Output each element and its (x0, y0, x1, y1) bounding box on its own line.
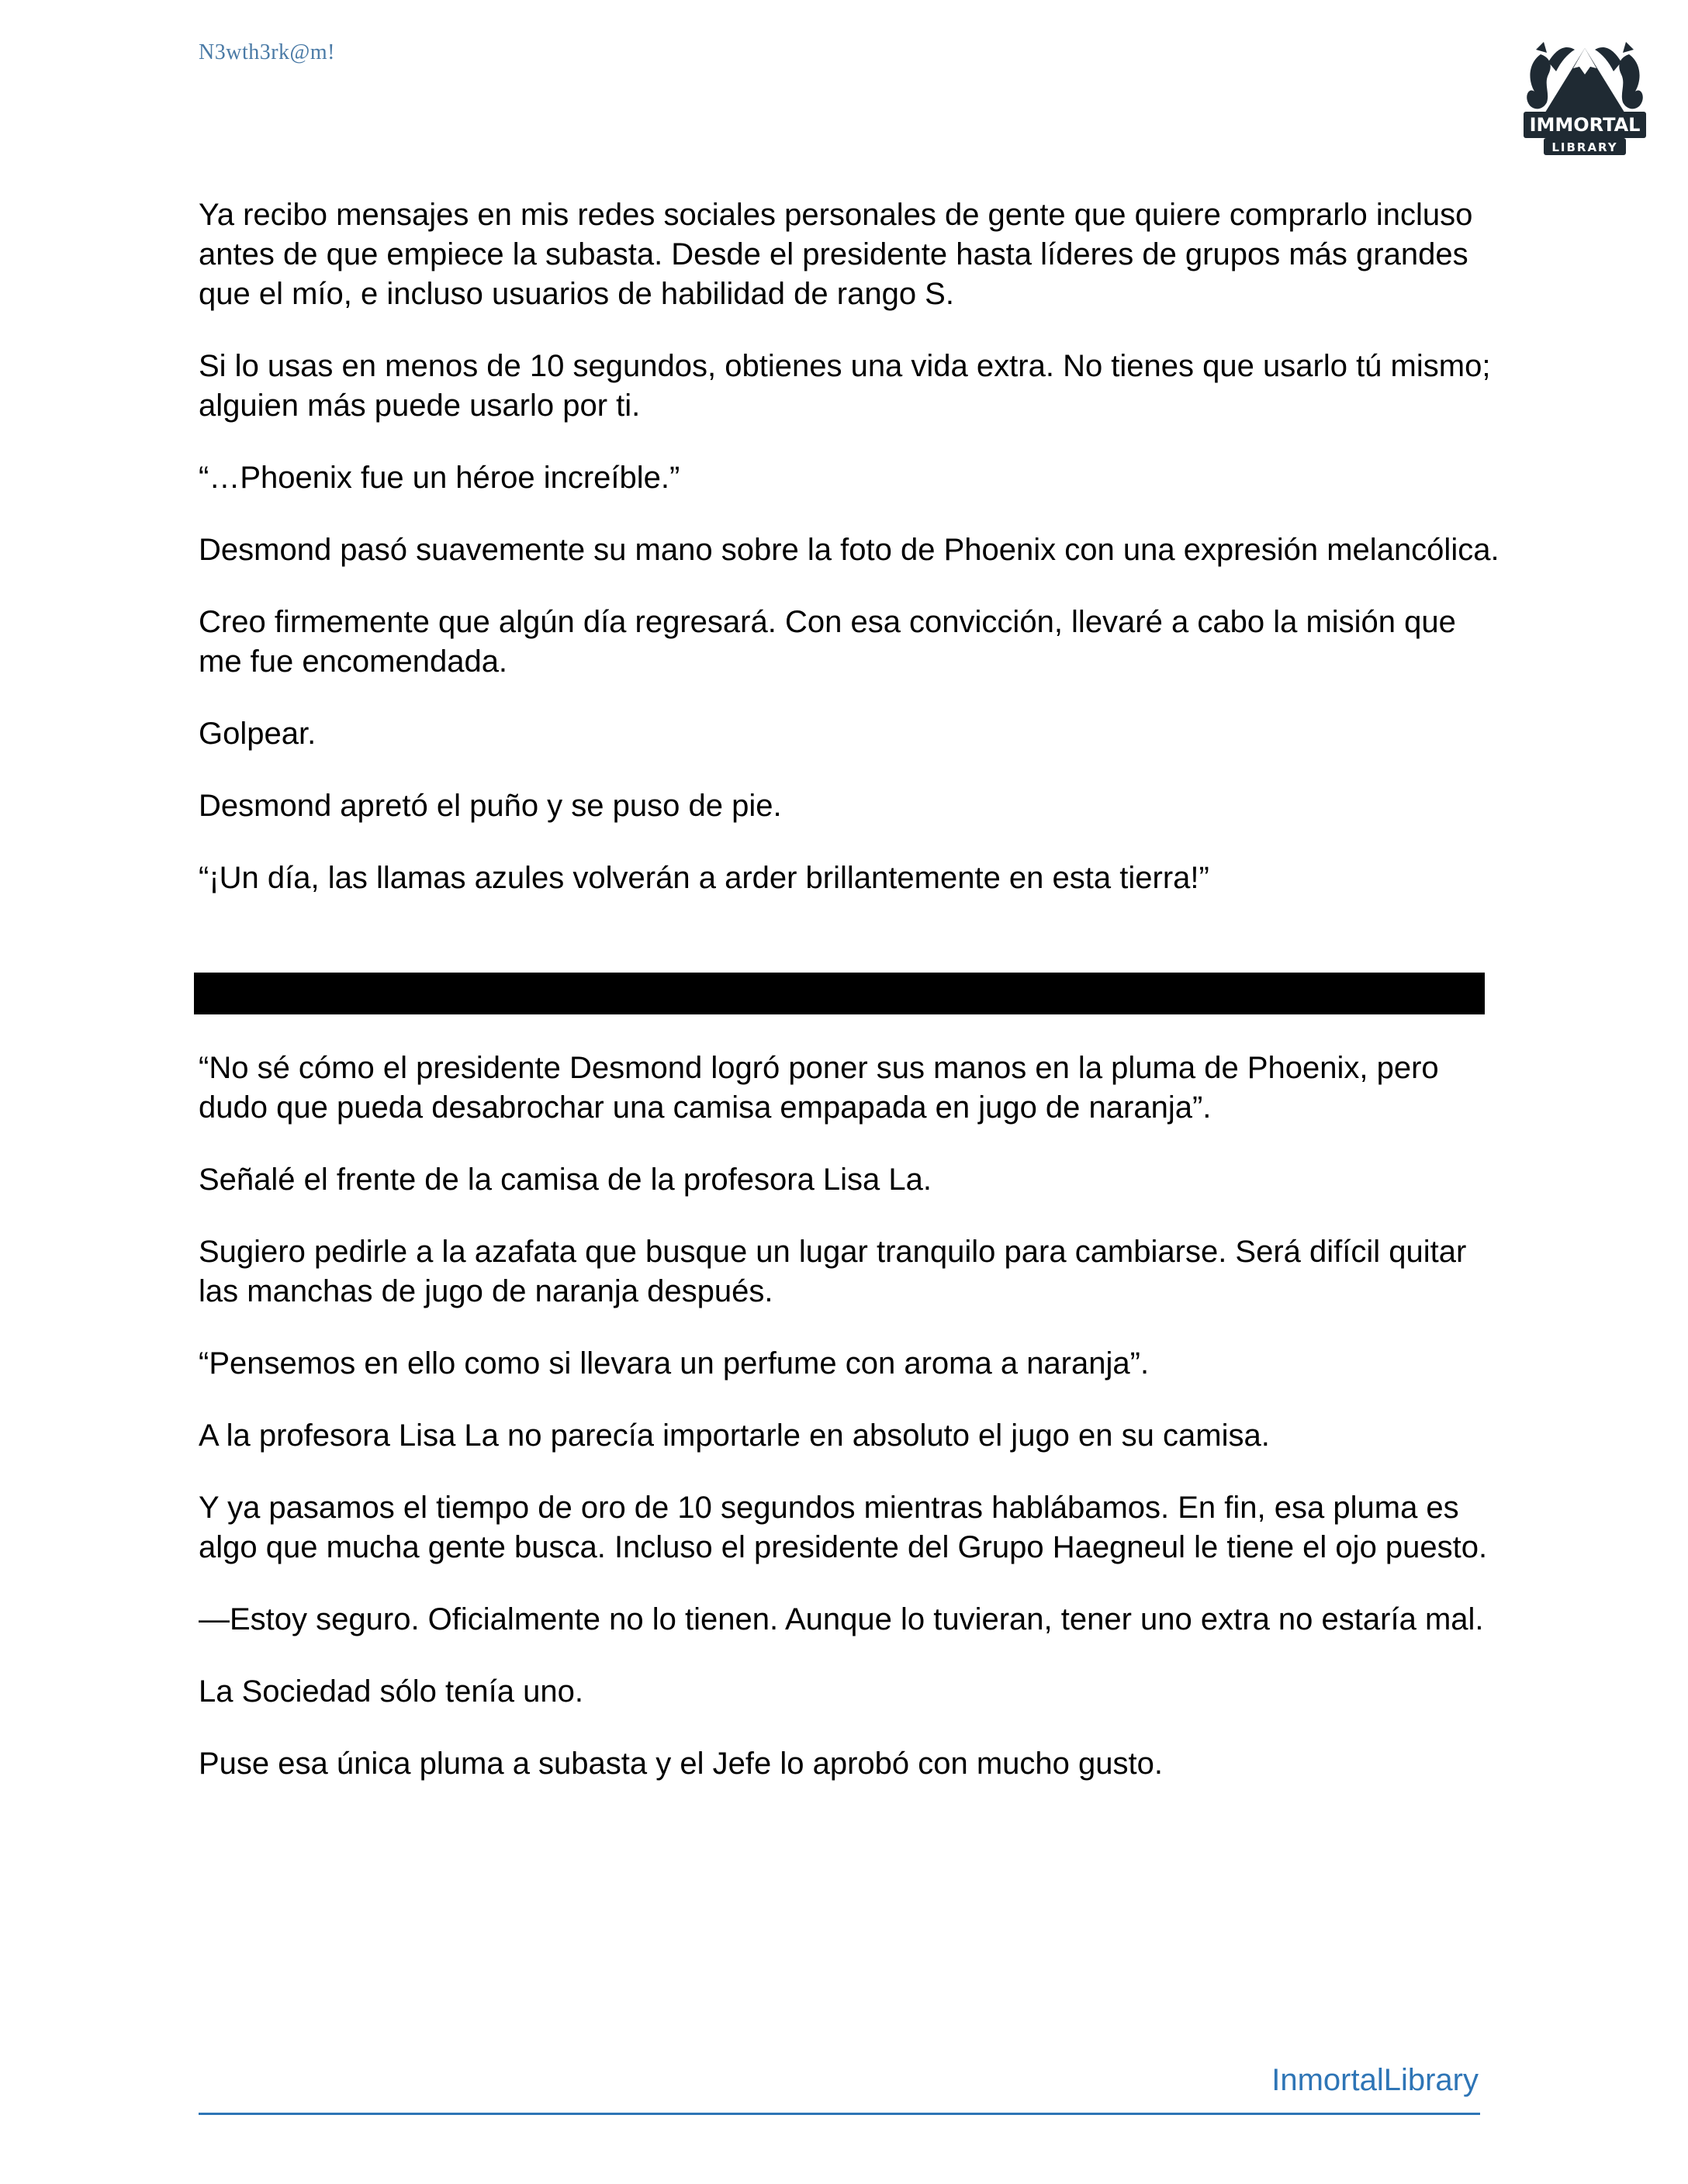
paragraph: “¡Un día, las llamas azules volverán a arder brillantemente en esta tierra!” (199, 861, 1209, 895)
logo-bottom-text: LIBRARY (1551, 140, 1618, 154)
section-divider-bar (194, 973, 1485, 1014)
body-text-part-2 (199, 1049, 1502, 1816)
paragraph: Puse esa única pluma a subasta y el Jefe lo aprobó con mucho gusto. (199, 1747, 1163, 1781)
paragraph: Sugiero pedirle a la azafata que busque un lugar tranquilo para cambiarse. Será difícil quitar las manchas de jugo de naranja después. (199, 1235, 1467, 1308)
header-watermark: N3wth3rk@m! (199, 40, 335, 64)
paragraph: A la profesora Lisa La no parecía importarle en absoluto el jugo en su camisa. (199, 1419, 1270, 1453)
body-text-part-1 (199, 195, 1502, 931)
logo-top-text: IMMORTAL (1529, 114, 1641, 136)
footer-rule (199, 2113, 1480, 2115)
paragraph: Desmond pasó suavemente su mano sobre la foto de Phoenix con una expresión melancólica. (199, 533, 1499, 567)
immortal-library-logo (1513, 31, 1657, 164)
footer-site-name: InmortalLibrary (1271, 2063, 1479, 2097)
paragraph: Desmond apretó el puño y se puso de pie. (199, 789, 782, 823)
paragraph: Creo firmemente que algún día regresará. Con esa convicción, llevaré a cabo la misión que me fue encomendada. (199, 605, 1456, 679)
paragraph: Señalé el frente de la camisa de la profesora Lisa La. (199, 1163, 932, 1197)
paragraph: “No sé cómo el presidente Desmond logró poner sus manos en la pluma de Phoenix, pero dudo que pueda desabrochar una camisa empapada en jugo de naranja”. (199, 1051, 1439, 1125)
paragraph: Y ya pasamos el tiempo de oro de 10 segundos mientras hablábamos. En fin, esa pluma es algo que mucha gente busca. Incluso el presidente del Grupo Haegneul le tiene el ojo puesto. (199, 1491, 1488, 1564)
paragraph: —Estoy seguro. Oficialmente no lo tienen. Aunque lo tuvieran, tener uno extra no estaría mal. (199, 1602, 1484, 1636)
paragraph: Ya recibo mensajes en mis redes sociales personales de gente que quiere comprarlo incluso antes de que empiece la subasta. Desde el presidente hasta líderes de grupos más grandes que el mío, e incluso usuarios de habilidad de rango S. (199, 198, 1473, 311)
paragraph: “…Phoenix fue un héroe increíble.” (199, 461, 680, 495)
paragraph: Golpear. (199, 717, 316, 751)
paragraph: La Sociedad sólo tenía uno. (199, 1674, 583, 1709)
paragraph: Si lo usas en menos de 10 segundos, obtienes una vida extra. No tienes que usarlo tú mismo; alguien más puede usarlo por ti. (199, 349, 1491, 423)
paragraph: “Pensemos en ello como si llevara un perfume con aroma a naranja”. (199, 1346, 1150, 1381)
